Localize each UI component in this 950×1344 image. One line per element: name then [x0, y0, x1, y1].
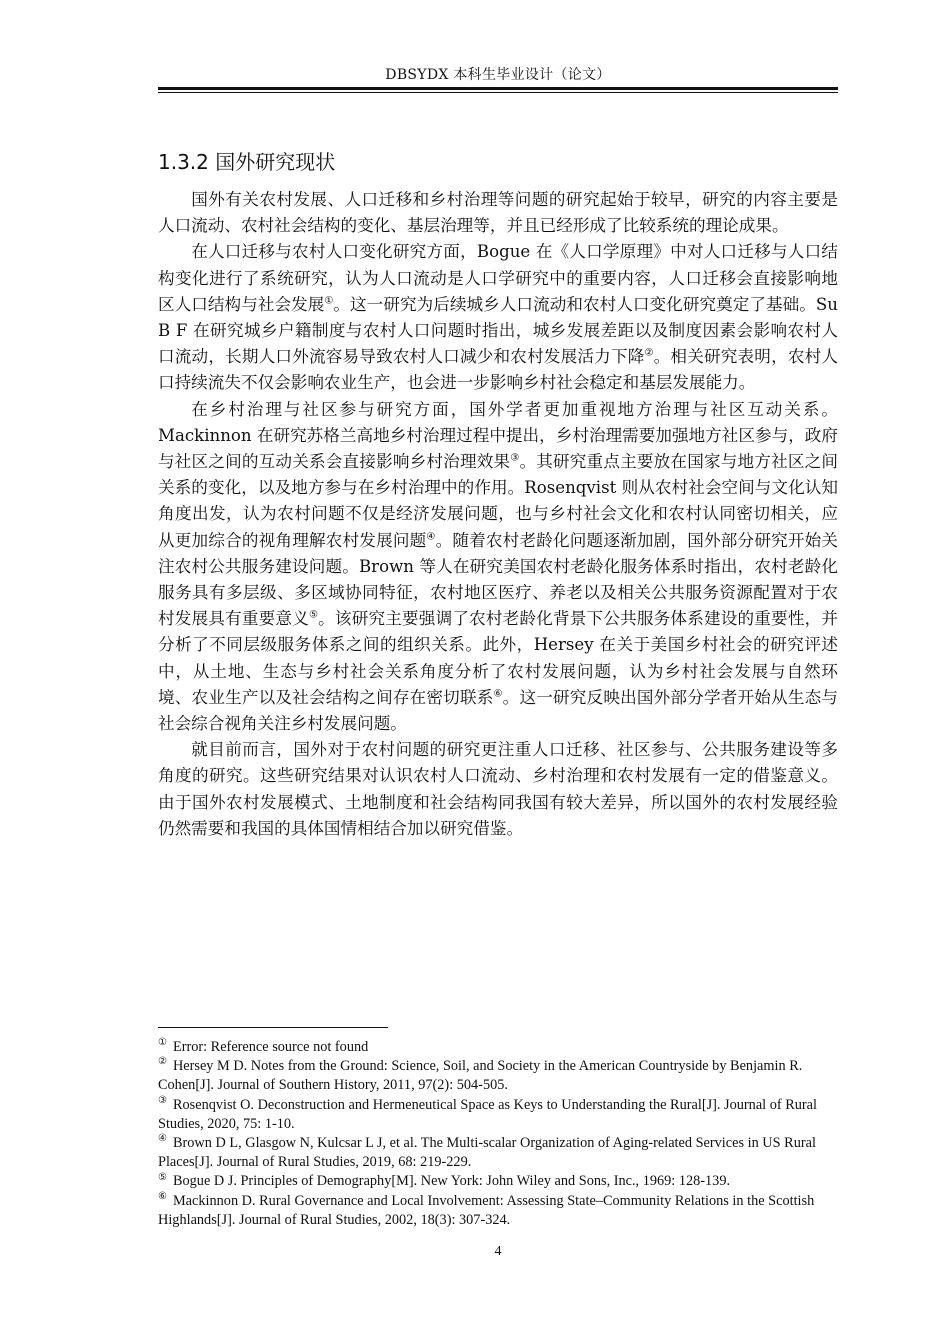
body-text	[158, 187, 838, 842]
running-header: DBSYDX 本科生毕业设计（论文）	[385, 67, 611, 83]
footnote-text: Bogue D J. Principles of Demography[M]. New York: John Wiley and Sons, Inc., 1969: 128-139.	[172, 1173, 731, 1190]
footnote-separator	[158, 1027, 388, 1028]
footnote-text: Error: Reference source not found	[172, 1039, 369, 1055]
footnote-text: Brown D L, Glasgow N, Kulcsar L J, et al. The Multi-scalar Organization of Aging-related Services in US Rural Places[J]. Journal of Rural Studies, 2019, 68: 219-229.	[158, 1135, 816, 1171]
footnote-text: Hersey M D. Notes from the Ground: Science, Soil, and Society in the American Countryside by Benjamin R. Cohen[J]. Journal of Southern History, 2011, 97(2): 504-505.	[158, 1058, 803, 1094]
footnotes	[158, 1038, 838, 1230]
paragraph-text: 在乡村治理与社区参与研究方面，国外学者更加重视地方治理与社区互动关系。Mackinnon 在研究苏格兰高地乡村治理过程中提出，乡村治理需要加强地方社区参与，政府与社区之间的互动关系会直接影响乡村治理效果	[158, 399, 838, 472]
paragraph-text: 国外有关农村发展、人口迁移和乡村治理等问题的研究起始于较早，研究的内容主要是人口流动、农村社会结构的变化、基层治理等，并且已经形成了比较系统的理论成果。	[158, 190, 838, 236]
footnote-4	[158, 1134, 838, 1172]
footnote-ref[interactable]: ⑥	[493, 688, 503, 700]
footnote-ref[interactable]: ③	[510, 452, 520, 464]
paragraph-text: 就目前而言，国外对于农村问题的研究更注重人口迁移、社区参与、公共服务建设等多角度的研究。这些研究结果对认识农村人口流动、乡村治理和农村发展有一定的借鉴意义。由于国外农村发展模式、土地制度和社会结构同我国有较大差异，所以国外的农村发展经验仍然需要和我国的具体国情相结合加以研究借鉴。	[158, 740, 838, 838]
paragraph-1	[158, 187, 838, 239]
footnote-mark: ③	[158, 1094, 167, 1106]
footnote-mark: ⑥	[158, 1190, 167, 1202]
footnote-text: Mackinnon D. Rural Governance and Local Involvement: Assessing State–Community Relations in the Scottish Highlands[J]. Journal of Rural Studies, 2002, 18(3): 307-324.	[158, 1192, 815, 1228]
paragraph-3	[158, 397, 838, 738]
paragraph-text: 。这一研究为后续城乡人口流动和农村人口变化研究奠定了基础。Su B F 在研究城乡户籍制度与农村人口问题时指出，城乡发展差距以及制度因素会影响农村人口流动，长期人口外流容易导致农村人口减少和农村发展活力下降	[158, 294, 838, 367]
paragraph-4	[158, 737, 838, 842]
header-rule-thick	[158, 87, 838, 90]
footnote-3	[158, 1096, 838, 1134]
paragraph-text: 在人口迁移与农村人口变化研究方面，Bogue 在《人口学原理》中对人口迁移与人口结构变化进行了系统研究，认为人口流动是人口学研究中的重要内容，人口迁移会直接影响地区人口结构与社会发展	[158, 242, 838, 314]
footnote-2	[158, 1057, 838, 1095]
paragraph-text: 。随着农村老龄化问题逐渐加剧，国外部分研究开始关注农村公共服务建设问题。Brown 等人在研究美国农村老龄化服务体系时指出，农村老龄化服务具有多层级、多区域协同特征，农村地区医疗、养老以及相关公共服务资源配置对于农村发展具有重要意义	[158, 530, 839, 629]
paragraph-text: 。该研究主要强调了农村老龄化背景下公共服务体系建设的重要性，并分析了不同层级服务体系之间的组织关系。此外，Hersey 在关于美国乡村社会的研究评述中，从土地、生态与乡村社会关系角度分析了农村发展问题，认为乡村社会发展与自然环境、农业生产以及社会结构之间存在密切联系	[158, 609, 839, 707]
footnote-6	[158, 1192, 838, 1230]
footnote-ref[interactable]: ④	[426, 531, 436, 543]
paragraph-text: 。这一研究反映出国外部分学者开始从生态与社会综合视角关注乡村发展问题。	[158, 687, 839, 734]
footnote-mark: ②	[158, 1056, 167, 1068]
footnote-5	[158, 1172, 838, 1191]
header-rule-thin	[158, 92, 838, 93]
footnote-1	[158, 1038, 838, 1057]
paragraph-text: 。其研究重点主要放在国家与地方社区之间关系的变化，以及地方参与在乡村治理中的作用。Rosenqvist 则从农村社会空间与文化认知角度出发，认为农村问题不仅是经济发展问题，也与乡村社会文化和农村认同密切相关，应从更加综合的视角理解农村发展问题	[158, 452, 839, 550]
footnote-mark: ⑤	[158, 1171, 167, 1183]
paragraph-2	[158, 239, 838, 396]
paragraph-text: 。相关研究表明，农村人口持续流失不仅会影响农业生产，也会进一步影响乡村社会稳定和基层发展能力。	[158, 347, 839, 393]
footnote-ref[interactable]: ②	[644, 347, 654, 359]
page-number: 4	[494, 1244, 502, 1259]
footnote-text: Rosenqvist O. Deconstruction and Hermeneutical Space as Keys to Understanding the Rural[J]. Journal of Rural Studies, 2020, 75: 1-10.	[158, 1096, 817, 1132]
footnote-mark: ①	[158, 1037, 167, 1049]
footnote-ref[interactable]: ①	[324, 295, 334, 307]
footnote-mark: ④	[158, 1133, 167, 1145]
footnote-ref[interactable]: ⑤	[308, 609, 319, 621]
section-heading: 1.3.2 国外研究现状	[158, 150, 336, 174]
